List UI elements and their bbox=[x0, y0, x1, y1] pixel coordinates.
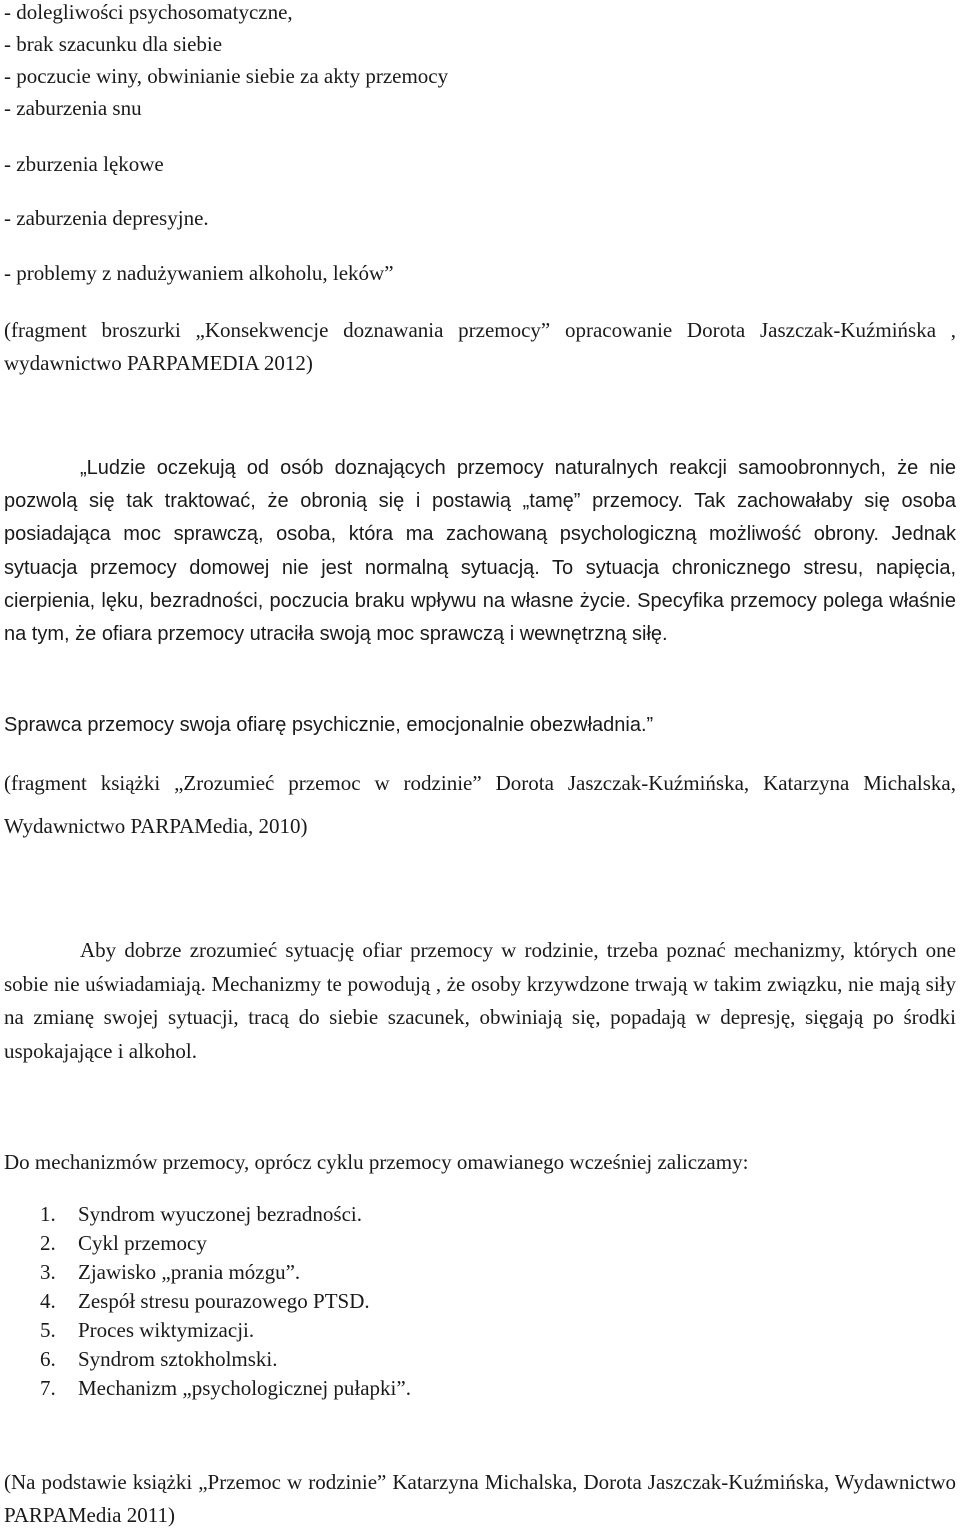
list-item bbox=[40, 1200, 740, 1229]
list-item-text: Syndrom wyuczonej bezradności. bbox=[78, 1202, 363, 1226]
list-item bbox=[40, 1374, 740, 1403]
bullet-item: - zaburzenia snu bbox=[4, 96, 142, 120]
list-item bbox=[40, 1287, 740, 1316]
list-item bbox=[40, 1229, 740, 1258]
list-item-number: 3. bbox=[40, 1260, 56, 1284]
bullet-item: - poczucie winy, obwinianie siebie za akty przemocy bbox=[4, 64, 449, 88]
list-item-number: 1. bbox=[40, 1202, 56, 1226]
quote-paragraph: „Ludzie oczekują od osób doznających przemocy naturalnych reakcji samoobronnych, że nie pozwolą się tak traktować, że obronią się i postawią „tamę” przemocy. Tak zachowałaby się osoba posiadająca moc sprawczą, osoba, która ma zachowaną psychologiczną możliwość obrony. Jednak sytuacja przemocy domowej nie jest normalną sytuacją. To sytuacja chronicznego stresu, napięcia, cierpienia, lęku, bezradności, poczucia braku wpływu na własne życie. Specyfika przemocy polega właśnie na tym, że ofiara przemocy utraciła swoją moc sprawczą i wewnętrzną siłę. bbox=[4, 457, 956, 646]
list-item-number: 7. bbox=[40, 1376, 56, 1400]
bullet-item: - zaburzenia depresyjne. bbox=[4, 206, 209, 230]
list-item bbox=[40, 1258, 740, 1287]
list-item-text: Proces wiktymizacji. bbox=[78, 1318, 255, 1342]
list-item-number: 6. bbox=[40, 1347, 56, 1371]
bullet-item: - problemy z nadużywaniem alkoholu, leków” bbox=[4, 261, 394, 285]
citation-book: (fragment książki „Zrozumieć przemoc w rodzinie” Dorota Jaszczak-Kuźmińska, Katarzyna Michalska, Wydawnictwo PARPAMedia, 2010) bbox=[4, 771, 956, 838]
bullet-item: - dolegliwości psychosomatyczne, bbox=[4, 0, 293, 24]
quote-closing: Sprawca przemocy swoja ofiarę psychicznie, emocjonalnie obezwładnia.” bbox=[4, 714, 654, 736]
list-item-text: Syndrom sztokholmski. bbox=[78, 1347, 278, 1371]
list-item-text: Zespół stresu pourazowego PTSD. bbox=[78, 1289, 370, 1313]
list-item bbox=[40, 1316, 740, 1345]
bullet-item: - zburzenia lękowe bbox=[4, 152, 164, 176]
citation-brochure: (fragment broszurki „Konsekwencje doznawania przemocy” opracowanie Dorota Jaszczak-Kuźmińska , wydawnictwo PARPAMEDIA 2012) bbox=[4, 318, 956, 375]
list-item-text: Zjawisko „prania mózgu”. bbox=[78, 1260, 301, 1284]
list-item-number: 2. bbox=[40, 1231, 56, 1255]
list-item-number: 5. bbox=[40, 1318, 56, 1342]
list-item-text: Cykl przemocy bbox=[78, 1231, 207, 1255]
list-item bbox=[40, 1345, 740, 1374]
list-item-text: Mechanizm „psychologicznej pułapki”. bbox=[78, 1376, 411, 1400]
mechanisms-list bbox=[40, 1200, 740, 1403]
citation-source: (Na podstawie książki „Przemoc w rodzinie” Katarzyna Michalska, Dorota Jaszczak-Kuźmińska, Wydawnictwo PARPAMedia 2011) bbox=[4, 1470, 956, 1527]
list-item-number: 4. bbox=[40, 1289, 56, 1313]
list-intro: Do mechanizmów przemocy, oprócz cyklu przemocy omawianego wcześniej zaliczamy: bbox=[4, 1150, 749, 1174]
bullet-item: - brak szacunku dla siebie bbox=[4, 32, 223, 56]
mechanisms-paragraph: Aby dobrze zrozumieć sytuację ofiar przemocy w rodzinie, trzeba poznać mechanizmy, których one sobie nie uświadamiają. Mechanizmy te powodują , że osoby krzywdzone trwają w takim związku, nie mają siły na zmianę swojej sytuacji, tracą do siebie szacunek, obwiniają się, popadają w depresję, sięgają po środki uspokajające i alkohol. bbox=[4, 938, 956, 1063]
